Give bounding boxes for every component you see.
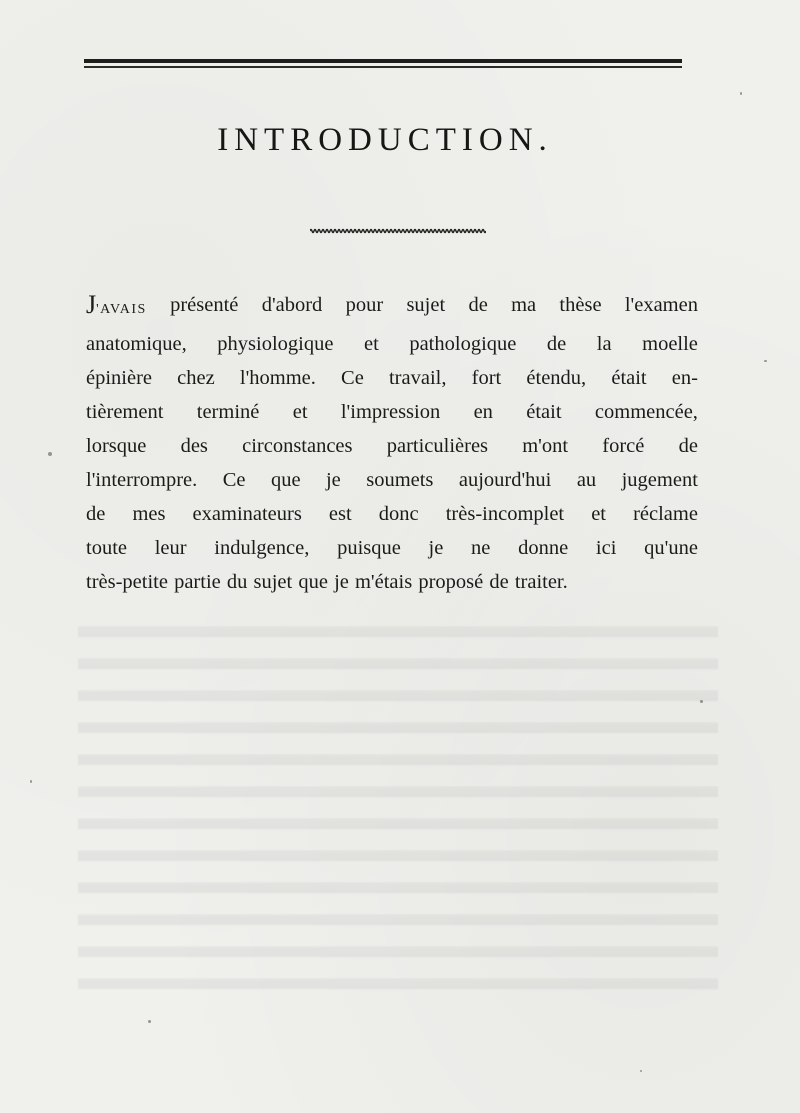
- line-word: et: [364, 333, 379, 355]
- line-word: travail,: [388, 367, 447, 389]
- line-word: leur: [154, 537, 187, 559]
- line-word: je: [325, 469, 341, 491]
- bleed-through-text: [78, 612, 718, 992]
- line-word: jugement: [621, 469, 698, 491]
- line-word: aujourd'hui: [458, 469, 552, 491]
- paper-speck: [740, 92, 742, 95]
- line-word: lorsque: [86, 435, 147, 457]
- line-word: je: [428, 537, 444, 559]
- paper-speck: [30, 780, 32, 783]
- paper-speck: [48, 452, 52, 456]
- line-word: de: [546, 333, 567, 355]
- line-word: étendu,: [526, 367, 587, 389]
- line-word: en: [473, 401, 493, 423]
- line-word: d'abord: [261, 294, 323, 316]
- line-word: indulgence,: [214, 537, 310, 559]
- line-word: thèse: [559, 294, 602, 316]
- line-word: commencée,: [594, 401, 698, 423]
- paragraph-line: [86, 327, 698, 361]
- paragraph-line: [86, 497, 698, 531]
- paragraph-line: [86, 531, 698, 565]
- line-word: ici: [595, 537, 617, 559]
- line-word: examinateurs: [192, 503, 302, 525]
- line-word: anatomique,: [86, 333, 187, 355]
- line-word: sujet: [406, 294, 446, 316]
- line-word: épinière: [86, 367, 153, 389]
- line-word: et: [292, 401, 308, 423]
- paper-speck: [148, 1020, 151, 1023]
- line-word: chez: [177, 367, 215, 389]
- line-word: et: [591, 503, 606, 525]
- line-word: terminé: [196, 401, 260, 423]
- line-word: pour: [345, 294, 384, 316]
- header-double-rule: [84, 59, 682, 69]
- paper-speck: [640, 1070, 642, 1072]
- line-word: de: [678, 435, 698, 457]
- line-word: m'ont: [522, 435, 569, 457]
- line-word: forcé: [602, 435, 645, 457]
- page-title: INTRODUCTION.: [217, 122, 553, 158]
- line-word: ne: [471, 537, 491, 559]
- line-word: donne: [518, 537, 569, 559]
- line-word: de: [86, 503, 106, 525]
- line-word: au: [576, 469, 597, 491]
- line-word: des: [180, 435, 208, 457]
- line-word: en-: [671, 367, 698, 389]
- line-word: est: [328, 503, 352, 525]
- header-thick-rule: [84, 59, 682, 63]
- paragraph-line: [86, 288, 698, 327]
- line-word: que: [270, 469, 301, 491]
- line-word: toute: [86, 537, 127, 559]
- line-word: qu'une: [644, 537, 698, 559]
- line-word: était: [611, 367, 647, 389]
- opening-words: [86, 288, 147, 327]
- wavy-ornament-rule: [310, 228, 486, 234]
- header-thin-rule: [84, 66, 682, 68]
- line-word: pathologique: [409, 333, 517, 355]
- paragraph-line: [86, 361, 698, 395]
- drop-capital: J: [86, 290, 97, 319]
- line-word: présenté: [170, 294, 239, 316]
- line-word: tièrement: [86, 401, 164, 423]
- line-word: Ce: [341, 367, 364, 389]
- line-word: l'impression: [340, 401, 441, 423]
- small-caps-word: 'AVAIS: [96, 302, 147, 317]
- line-word: moelle: [642, 333, 698, 355]
- line-word: l'examen: [624, 294, 698, 316]
- line-word: physiologique: [217, 333, 334, 355]
- paper-speck: [764, 360, 767, 362]
- line-text: très-petite partie du sujet que je m'étais proposé de traiter.: [86, 571, 568, 593]
- line-word: particulières: [386, 435, 489, 457]
- paragraph-line: [86, 429, 698, 463]
- introduction-paragraph: [86, 288, 698, 599]
- paragraph-line: [86, 463, 698, 497]
- line-word: l'homme.: [239, 367, 316, 389]
- line-word: donc: [378, 503, 419, 525]
- line-word: réclame: [633, 503, 698, 525]
- line-word: très-incomplet: [445, 503, 565, 525]
- line-word: soumets: [366, 469, 434, 491]
- line-word: de: [468, 294, 488, 316]
- line-word: circonstances: [242, 435, 353, 457]
- line-word: puisque: [337, 537, 401, 559]
- line-word: l'interrompre.: [86, 469, 198, 491]
- paragraph-line: [86, 565, 698, 599]
- line-word: ma: [511, 294, 537, 316]
- paper-speck: [700, 700, 703, 703]
- line-word: mes: [132, 503, 166, 525]
- line-word: fort: [471, 367, 502, 389]
- paragraph-line: [86, 395, 698, 429]
- line-word: la: [596, 333, 612, 355]
- line-word: Ce: [222, 469, 246, 491]
- line-word: était: [526, 401, 562, 423]
